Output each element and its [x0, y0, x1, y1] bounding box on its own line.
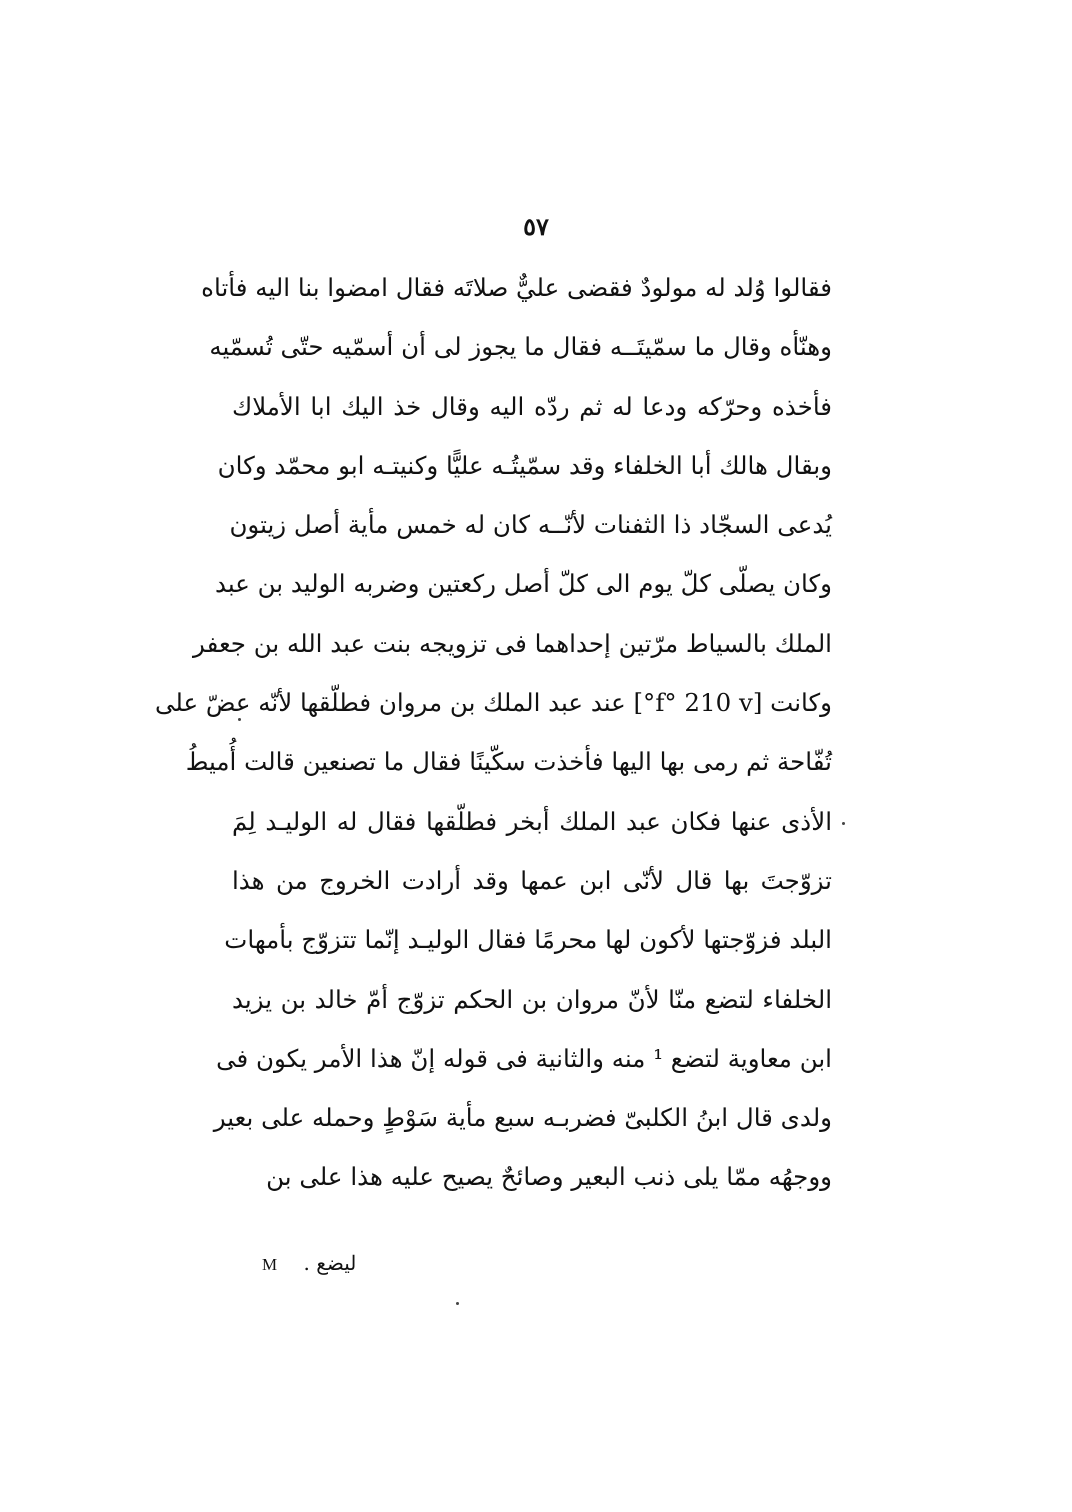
text-line: وكان يصلّى كلّ يوم الى كلّ أصل ركعتين وضربه الوليد بن عبد	[215, 569, 832, 599]
main-text-block	[154, 258, 832, 1207]
text-line: تزوّجتَ بها قال لأنّى ابن عمها وقد أرادت الخروج من هذا	[232, 865, 832, 895]
text-line: وبقال هالك أبا الخلفاء وقد سمّيتُـه عليًّا وكنيتـه ابو محمّد وكان	[217, 450, 832, 480]
text-line: فقالوا وُلد له مولودٌ فقضى عليٌّ صلاتَه فقال امضوا بنا اليه فأتاه	[201, 273, 832, 302]
text-line: وكانت [f° 210 v°] عند عبد الملك بن مروان فطلّقها لأنّه عضّ على	[154, 688, 832, 718]
text-line: الخلفاء لتضع منّا لأنّ مروان بن الحكم تزوّج أمّ خالد بن يزيد	[232, 984, 832, 1014]
margin-mark	[456, 1302, 459, 1305]
text-line: فأخذه وحرّكه ودعا له ثم ردّه اليه وقال خذ اليك ابا الأملاك	[232, 391, 832, 421]
text-line: الأذى عنها فكان عبد الملك أبخر فطلّقها فقال له الوليـد لِمَ	[232, 806, 832, 836]
footnote-siglum: M	[262, 1255, 278, 1274]
text-line: ولدى قال ابنُ الكلبىّ فضربـه سبع مأية سَوْطٍ وحمله على بعير	[213, 1103, 832, 1133]
footnote-text: لیضع .	[303, 1251, 357, 1275]
text-line: الملك بالسياط مرّتين إحداهما فى تزويجه بنت عبد الله بن جعفر	[193, 628, 832, 658]
text-line: يُدعى السجّاد ذا الثفنات لأنّــه كان له خمس مأية أصل زيتون	[229, 510, 832, 540]
margin-mark	[842, 822, 845, 825]
text-line: ابن معاوية لتضع ¹ منه والثانية فى قوله إنّ هذا الأمر يكون فى	[216, 1043, 832, 1073]
margin-mark	[238, 718, 241, 721]
text-line: تُفّاحة ثم رمى بها اليها فأخذت سكّينًا فقال ما تصنعين قالت أُميطُ	[185, 747, 832, 777]
page-number: ٥٧	[523, 212, 549, 241]
text-line: ووجهُه ممّا يلى ذنب البعير وصائحٌ يصيح عليه هذا على بن	[266, 1162, 832, 1192]
footnote	[262, 1248, 372, 1280]
text-line: وهنّأه وقال ما سمّيتَــه فقال ما يجوز لى أن أسمّيه حتّى تُسمّيه	[209, 332, 832, 362]
text-line: البلد فزوّجتها لأكون لها محرمًا فقال الوليـد إنّما تتزوّج بأمهات	[224, 925, 832, 955]
